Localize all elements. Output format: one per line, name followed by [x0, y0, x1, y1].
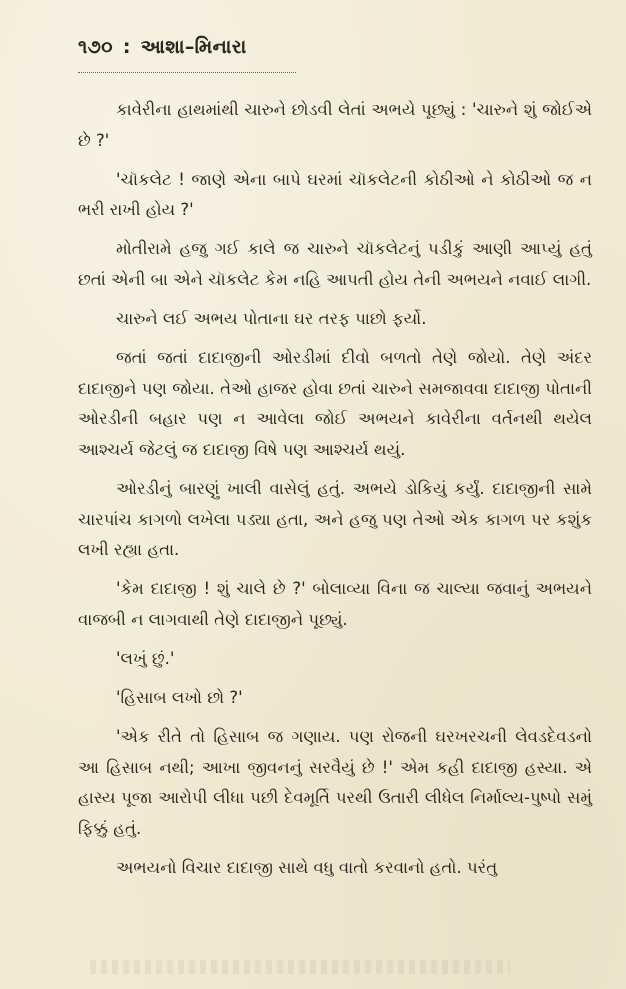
book-title: આશા–મિનારા: [140, 36, 247, 58]
paragraph: 'એક રીતે તો હિસાબ જ ગણાય. પણ રોજની ઘરખરચની લેવડદેવડનો આ હિસાબ નથી; આખા જીવનનું સરવૈયું છે !' એમ કહી દાદાજી હસ્યા. એ હાસ્ય પૂજા આરોપી લીધા પછી દેવમૂર્તિ પરથી ઉતારી લીધેલ નિર્માલ્ય-પુષ્પો સમું ફિક્કું હતું.: [78, 727, 592, 838]
paragraph: 'ચૉકલેટ ! જાણે એના બાપે ઘરમાં ચૉકલેટની કોઠીઓ ને કોઠીઓ જ ન ભરી રાખી હોય ?': [78, 169, 592, 220]
paragraph: 'હિસાબ લખો છો ?': [116, 688, 243, 708]
paragraph: ઓરડીનું બારણું ખાલી વાસેલું હતું. અભયે ડોકિયું કર્યું. દાદાજીની સામે ચારપાંચ કાગળો લખેલા પડ્યા હતા, અને હજુ પણ તેઓ એક કાગળ પર કશુંક લખી રહ્યા હતા.: [78, 479, 592, 560]
body-text: [78, 95, 592, 892]
paragraph: કાવેરીના હાથમાંથી ચારુને છોડવી લેતાં અભયે પૂછ્યું : 'ચારુને શું જોઈએ છે ?': [78, 100, 592, 150]
paragraph: જતાં જતાં દાદાજીની ઓરડીમાં દીવો બળતો તેણે જોયો. તેણે અંદર દાદાજીને પણ જોયા. તેઓ હાજર હોવા છતાં ચારુને સમજાવવા દાદાજી પોતાની ઓરડીની બહાર પણ ન આવેલા જોઈ અભયને કાવેરીના વર્તનથી થયેલ આશ્ચર્ય જેટલું જ દાદાજી વિષે પણ આશ્ચર્ય થયું.: [78, 348, 592, 459]
paragraph: મોતીરામે હજુ ગઈ કાલે જ ચારુને ચૉકલેટનું પડીકું આણી આપ્યું હતું છતાં એની બા એને ચૉકલેટ કેમ નહિ આપતી હોય તેની અભયને નવાઈ લાગી.: [78, 239, 592, 289]
page-header: [78, 36, 247, 58]
header-divider: [78, 72, 296, 73]
faint-bleed-through: [90, 960, 510, 974]
paragraph: 'કેમ દાદાજી ! શું ચાલે છે ?' બોલાવ્યા વિના જ ચાલ્યા જવાનું અભયને વાજબી ન લાગવાથી તેણે દાદાજીને પૂછ્યું.: [78, 579, 592, 629]
page-number: ૧૭૦: [78, 36, 113, 58]
paragraph: ચારુને લઈ અભય પોતાના ઘર તરફ પાછો ફર્યો.: [116, 309, 427, 329]
header-separator: :: [122, 36, 131, 58]
paragraph: અભયનો વિચાર દાદાજી સાથે વધુ વાતો કરવાનો હતો. પરંતુ: [116, 858, 498, 878]
paragraph: 'લખું છું.': [116, 649, 175, 668]
